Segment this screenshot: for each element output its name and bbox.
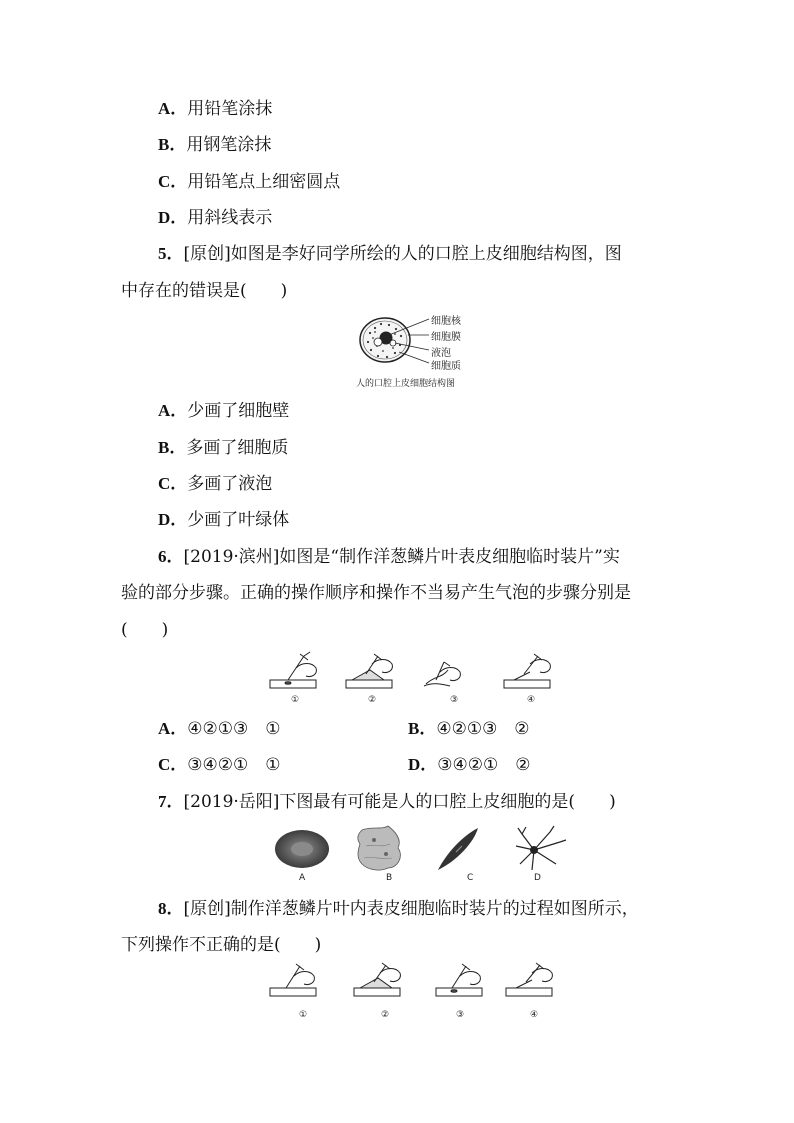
q6-option-c: C．③④②① ① bbox=[158, 755, 281, 775]
q6-stem-line1: 6．[2019·滨州]如图是“制作洋葱鳞片叶表皮细胞临时装片”实 bbox=[158, 547, 620, 567]
q7-stem: 7．[2019·岳阳]下图最有可能是人的口腔上皮细胞的是( ) bbox=[158, 792, 616, 812]
label-cell-membrane: 细胞膜 bbox=[431, 332, 461, 343]
q8-steps-figure bbox=[266, 962, 566, 1010]
q5-option-b: B．多画了细胞质 bbox=[158, 438, 289, 458]
q8-stem-line1: 8．[原创]制作洋葱鳞片叶内表皮细胞临时装片的过程如图所示， bbox=[158, 899, 639, 919]
q6-step-1-label: ① bbox=[291, 695, 300, 705]
q6-stem-line2: 验的部分步骤。正确的操作顺序和操作不当易产生气泡的步骤分别是 bbox=[121, 583, 631, 603]
q5-option-c: C．多画了液泡 bbox=[158, 474, 273, 494]
q5-option-a: A．少画了细胞壁 bbox=[158, 401, 290, 421]
q4-option-d: D．用斜线表示 bbox=[158, 208, 273, 228]
q6-steps-figure bbox=[266, 650, 566, 708]
q4-option-c: C．用铅笔点上细密圆点 bbox=[158, 172, 341, 192]
q5-option-d: D．少画了叶绿体 bbox=[158, 510, 290, 530]
cheek-cell-diagram bbox=[355, 308, 485, 370]
label-cytoplasm: 细胞质 bbox=[431, 361, 461, 372]
q8-stem-line2: 下列操作不正确的是( ) bbox=[121, 935, 322, 955]
q5-stem-line2: 中存在的错误是( ) bbox=[121, 281, 288, 301]
q7-cell-a-label: A bbox=[299, 873, 306, 883]
q7-cells-figure bbox=[270, 824, 570, 874]
q6-option-b: B．④②①③ ② bbox=[408, 719, 530, 739]
q7-cell-c-label: C bbox=[467, 873, 474, 883]
q8-step-1-label: ① bbox=[299, 1010, 308, 1020]
label-vacuole: 液泡 bbox=[431, 348, 451, 359]
q4-option-a: A．用铅笔涂抹 bbox=[158, 99, 273, 119]
q6-option-a: A．④②①③ ① bbox=[158, 719, 281, 739]
q8-step-2-label: ② bbox=[381, 1010, 390, 1020]
label-nucleus: 细胞核 bbox=[431, 316, 461, 327]
q6-option-d: D．③④②① ② bbox=[408, 755, 531, 775]
q4-option-b: B．用钢笔涂抹 bbox=[158, 135, 272, 155]
q7-cell-d-label: D bbox=[534, 873, 541, 883]
q6-stem-line3: ( ) bbox=[121, 620, 169, 640]
q6-step-4-label: ④ bbox=[527, 695, 536, 705]
q6-step-3-label: ③ bbox=[450, 695, 459, 705]
q5-stem-line1: 5．[原创]如图是李好同学所绘的人的口腔上皮细胞结构图，图 bbox=[158, 244, 622, 264]
figure-caption: 人的口腔上皮细胞结构图 bbox=[356, 379, 456, 389]
q6-step-2-label: ② bbox=[368, 695, 377, 705]
q8-step-4-label: ④ bbox=[530, 1010, 539, 1020]
q8-step-3-label: ③ bbox=[456, 1010, 465, 1020]
q7-cell-b-label: B bbox=[386, 873, 393, 883]
